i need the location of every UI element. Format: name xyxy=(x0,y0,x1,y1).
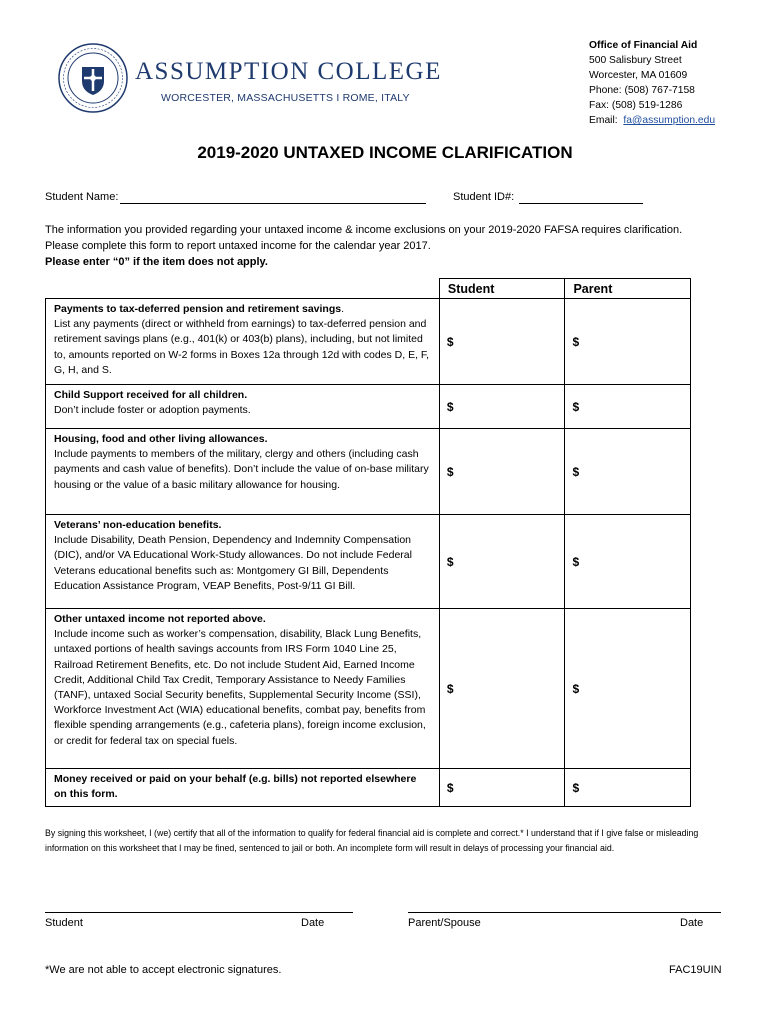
office-email-line xyxy=(589,113,715,128)
table-row xyxy=(46,429,691,515)
currency-symbol: $ xyxy=(572,399,580,414)
student-amount-cell[interactable] xyxy=(439,769,565,807)
certification-text: By signing this worksheet, I (we) certify that all of the information to qualify for federal financial aid is complete and correct.* I understand that if I give false or misleading information on this worksheet that I may be fined, sentenced to jail or both. An incomplete form will result in delays of processing your financial aid. xyxy=(45,828,699,853)
office-name: Office of Financial Aid xyxy=(589,40,698,51)
row-body: List any payments (direct or withheld from earnings) to tax-deferred pension and retirement savings plans (e.g., 401(k) or 403(b) plans), including, but not limited to, amounts reported on W-2 forms in Boxes 12a through 12d with codes D, E, F, G, H, and S. xyxy=(54,318,430,376)
row-title: Payments to tax-deferred pension and retirement savings xyxy=(54,303,342,315)
row-body: Include income such as worker’s compensation, disability, Black Lung Benefits, untaxed portions of health savings accounts from IRS Form 1040 Line 25, Railroad Retirement Benefits, etc. Do not include Student Aid, Earned Income Credit, Additional Child Tax Credit, Temporary Assistance to Needy Families (TANF), untaxed Social Security benefits, Supplemental Security Income (SSI), Workforce Investment Act (WIA) educational benefits, combat pay, benefits from flexible spending arrangements (e.g., cafeteria plans), foreign income exclusion, or credit for federal tax on special fuels. xyxy=(54,628,426,747)
college-seal-icon xyxy=(58,43,128,113)
row-body: Include payments to members of the military, clergy and others (including cash payments and cash value of benefits). Don’t include the value of on-base military housing or the value of a basic military allowance for housing. xyxy=(54,448,429,491)
currency-symbol: $ xyxy=(446,399,454,414)
student-id-label: Student ID#: xyxy=(453,191,515,203)
student-id-input[interactable] xyxy=(519,203,643,204)
row-title: Other untaxed income not reported above. xyxy=(54,613,266,625)
parent-amount-cell[interactable] xyxy=(565,609,691,769)
parent-amount-cell[interactable] xyxy=(565,429,691,515)
currency-symbol: $ xyxy=(446,780,454,795)
row-description xyxy=(46,429,440,515)
table-row xyxy=(46,609,691,769)
form-code: FAC19UIN xyxy=(669,964,722,976)
row-title: Money received or paid on your behalf (e.g. bills) not reported elsewhere on this form. xyxy=(54,773,417,801)
table-row xyxy=(46,299,691,385)
table-header-parent: Parent xyxy=(565,279,691,299)
row-body: Include Disability, Death Pension, Dependency and Indemnity Compensation (DIC), and/or VA Educational Work-Study allowances. Do not include Federal Veterans educational benefits such as: Montgomery GI Bill, Dependents Education Assistance Program, VEAP Benefits, Post-9/11 GI Bill. xyxy=(54,534,412,592)
row-description xyxy=(46,385,440,429)
table-row xyxy=(46,515,691,609)
student-date-label: Date xyxy=(301,917,325,929)
student-name-label: Student Name: xyxy=(45,191,119,203)
office-phone: Phone: (508) 767-7158 xyxy=(589,85,695,96)
intro-instruction: Please enter “0” if the item does not apply. xyxy=(45,256,268,268)
row-body: Don’t include foster or adoption payments. xyxy=(54,404,251,417)
currency-symbol: $ xyxy=(572,681,580,696)
row-title: Child Support received for all children. xyxy=(54,389,248,401)
office-fax: Fax: (508) 519-1286 xyxy=(589,100,683,111)
student-signature-label: Student xyxy=(45,917,83,929)
intro-text: The information you provided regarding your untaxed income & income exclusions on your 2019-2020 FAFSA requires clarification. Please complete this form to report untaxed income for the calendar year 2017. xyxy=(45,224,683,252)
student-amount-cell[interactable] xyxy=(439,515,565,609)
parent-signature-label: Parent/Spouse xyxy=(408,917,481,929)
currency-symbol: $ xyxy=(572,780,580,795)
parent-amount-cell[interactable] xyxy=(565,299,691,385)
row-description xyxy=(46,299,440,385)
parent-amount-cell[interactable] xyxy=(565,515,691,609)
currency-symbol: $ xyxy=(572,464,580,479)
footer-note: *We are not able to accept electronic signatures. xyxy=(45,964,282,976)
office-email-link[interactable]: fa@assumption.edu xyxy=(623,115,716,126)
currency-symbol: $ xyxy=(572,554,580,569)
row-description xyxy=(46,609,440,769)
table-row xyxy=(46,385,691,429)
parent-date-label: Date xyxy=(680,917,704,929)
row-title: Housing, food and other living allowances. xyxy=(54,433,268,445)
table-header-blank xyxy=(46,279,440,299)
intro-paragraph xyxy=(45,222,715,270)
table-header-row xyxy=(46,279,691,299)
currency-symbol: $ xyxy=(446,681,454,696)
row-description xyxy=(46,769,440,807)
student-amount-cell[interactable] xyxy=(439,385,565,429)
office-email-label: Email: xyxy=(589,115,618,126)
student-signature-line[interactable] xyxy=(45,912,353,913)
currency-symbol: $ xyxy=(446,554,454,569)
office-street: 500 Salisbury Street xyxy=(589,55,682,66)
form-title: 2019-2020 UNTAXED INCOME CLARIFICATION xyxy=(197,143,573,162)
college-name: ASSUMPTION COLLEGE xyxy=(135,58,442,85)
table-row xyxy=(46,769,691,807)
parent-amount-cell[interactable] xyxy=(565,385,691,429)
student-name-input[interactable] xyxy=(120,203,426,204)
student-amount-cell[interactable] xyxy=(439,299,565,385)
office-contact xyxy=(589,38,715,128)
row-title: Veterans’ non-education benefits. xyxy=(54,519,222,531)
currency-symbol: $ xyxy=(572,334,580,349)
student-amount-cell[interactable] xyxy=(439,609,565,769)
parent-amount-cell[interactable] xyxy=(565,769,691,807)
currency-symbol: $ xyxy=(446,464,454,479)
row-description xyxy=(46,515,440,609)
office-city: Worcester, MA 01609 xyxy=(589,70,688,81)
student-amount-cell[interactable] xyxy=(439,429,565,515)
table-header-student: Student xyxy=(439,279,565,299)
currency-symbol: $ xyxy=(446,334,454,349)
college-location: WORCESTER, MASSACHUSETTS I ROME, ITALY xyxy=(161,92,410,104)
row-title-suffix: . xyxy=(341,303,345,315)
untaxed-income-table xyxy=(45,278,691,807)
parent-signature-line[interactable] xyxy=(408,912,721,913)
